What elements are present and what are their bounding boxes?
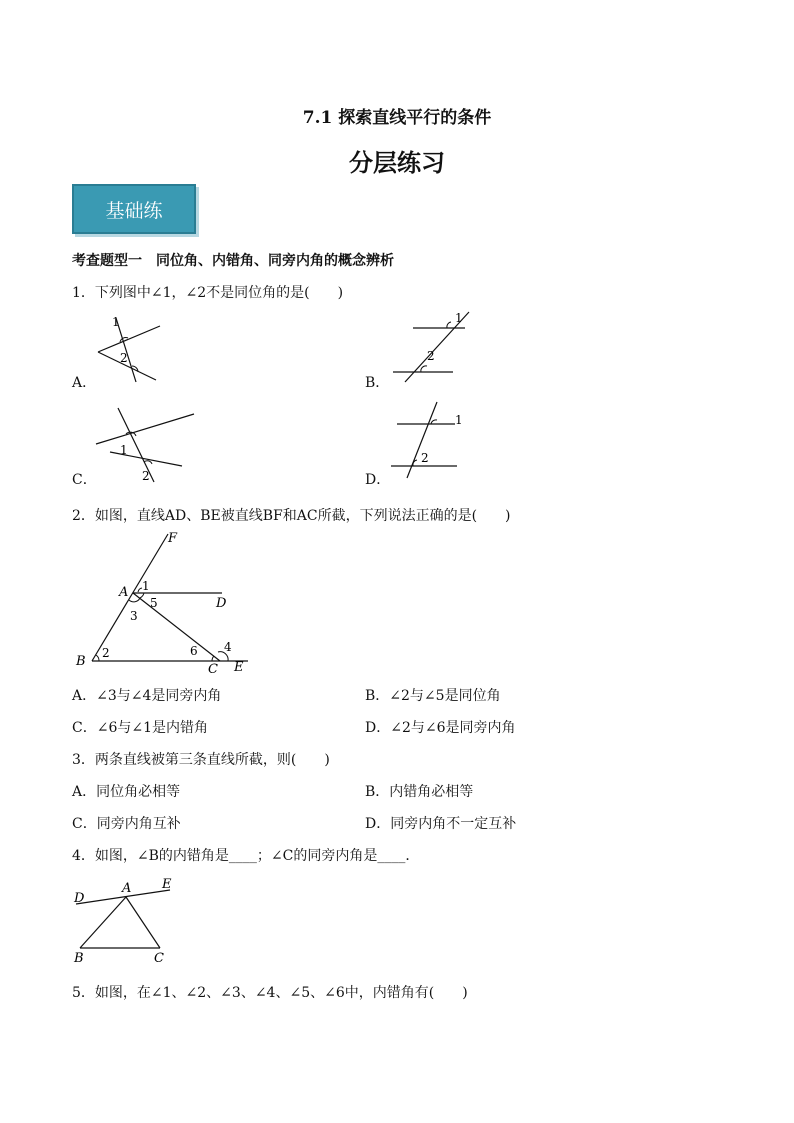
q3-option-a[interactable] <box>72 781 180 801</box>
q2-option-c[interactable] <box>72 717 208 737</box>
q1-figure-c <box>90 406 200 484</box>
q3-option-b-text: 内错角必相等 <box>389 784 474 800</box>
q1-option-b-letter[interactable]: B． <box>365 375 390 391</box>
q3-option-a-text: 同位角必相等 <box>96 784 181 800</box>
q2-option-c-text: ∠6与∠1是内错角 <box>96 720 208 736</box>
q4-point-a: A <box>122 881 132 896</box>
q4-point-b: B <box>74 951 84 966</box>
q3-option-c[interactable] <box>72 813 181 833</box>
q3-option-c-text: 同旁内角互补 <box>96 816 181 832</box>
q3-option-d-text: 同旁内角不一定互补 <box>390 816 517 832</box>
section-banner <box>72 184 196 234</box>
q2-angle-3: 3 <box>130 609 138 623</box>
q1a-label-2: 2 <box>120 351 128 365</box>
page-subtitle: 分层练习 <box>349 148 445 177</box>
q1d-label-1: 1 <box>455 413 463 427</box>
q2-option-b[interactable] <box>365 685 501 705</box>
q4-point-e: E <box>162 877 172 892</box>
q1-option-d-letter[interactable]: D． <box>365 472 391 488</box>
q2-option-c-letter: C． <box>72 720 97 736</box>
q2-option-d[interactable] <box>365 717 516 737</box>
q1c-label-1: 1 <box>120 443 128 457</box>
q3-option-b-letter: B． <box>365 784 390 800</box>
q2-option-a[interactable] <box>72 685 221 705</box>
question-5-stem: 5．如图，在∠1、∠2、∠3、∠4、∠5、∠6中，内错角有( ) <box>72 985 468 1001</box>
q2-option-a-text: ∠3与∠4是同旁内角 <box>96 688 222 704</box>
q2-option-a-letter: A． <box>72 688 97 704</box>
q2-point-f: F <box>168 531 178 546</box>
banner-label: 基础练 <box>105 199 163 222</box>
q1b-label-1: 1 <box>455 311 463 325</box>
q2-angle-1: 1 <box>142 579 150 593</box>
q2-point-b: B <box>76 654 86 669</box>
q4-figure <box>72 874 182 966</box>
q4-point-c: C <box>154 951 164 966</box>
q2-point-d: D <box>216 596 227 611</box>
page-title: 7.1 探索直线平行的条件 <box>302 108 492 128</box>
q2-angle-4: 4 <box>224 640 232 654</box>
q1-figure-d <box>385 400 475 480</box>
q2-point-c: C <box>208 662 218 677</box>
q1d-label-2: 2 <box>421 451 429 465</box>
q3-option-d-letter: D． <box>365 816 391 832</box>
q3-option-b[interactable] <box>365 781 473 801</box>
q3-option-d[interactable] <box>365 813 516 833</box>
q1b-label-2: 2 <box>427 349 435 363</box>
q2-angle-2: 2 <box>102 646 110 660</box>
q1-figure-a <box>90 312 170 384</box>
q4-point-d: D <box>74 891 85 906</box>
q1-option-c-letter[interactable]: C． <box>72 472 97 488</box>
question-4-stem: 4．如图，∠B的内错角是____；∠C的同旁内角是____． <box>72 848 420 864</box>
q1c-label-2: 2 <box>142 469 150 483</box>
question-3-stem: 3．两条直线被第三条直线所截，则( ) <box>72 752 330 768</box>
q3-option-a-letter: A． <box>72 784 97 800</box>
question-1-stem: 1．下列图中∠1，∠2不是同位角的是( ) <box>72 285 344 301</box>
q1-option-a-letter[interactable]: A． <box>72 375 97 391</box>
question-2-stem: 2．如图，直线AD、BE被直线BF和AC所截，下列说法正确的是( ) <box>72 508 511 524</box>
q2-option-d-letter: D． <box>365 720 391 736</box>
q2-figure <box>72 528 262 678</box>
q2-point-a: A <box>119 585 129 600</box>
section-heading: 考查题型一 同位角、内错角、同旁内角的概念辨析 <box>72 253 394 269</box>
q2-angle-6: 6 <box>190 644 198 658</box>
q2-option-b-letter: B． <box>365 688 390 704</box>
q2-point-e: E <box>234 660 244 675</box>
q2-angle-5: 5 <box>150 596 158 610</box>
q2-option-d-text: ∠2与∠6是同旁内角 <box>390 720 516 736</box>
q1a-label-1: 1 <box>112 315 120 329</box>
q2-option-b-text: ∠2与∠5是同位角 <box>389 688 501 704</box>
q1-figure-b <box>385 308 475 384</box>
q3-option-c-letter: C． <box>72 816 97 832</box>
